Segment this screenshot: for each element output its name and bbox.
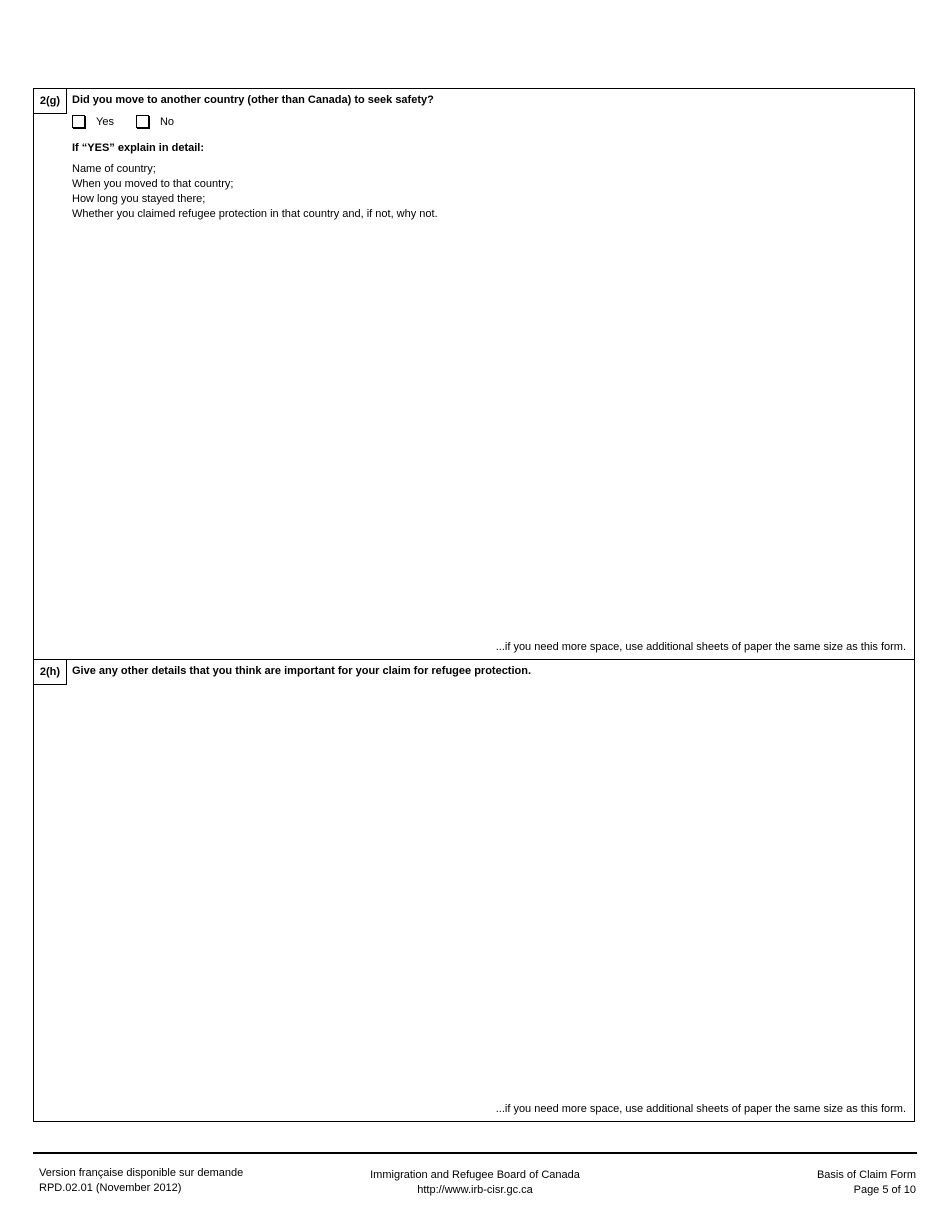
form-title: Basis of Claim Form [816, 1169, 916, 1181]
form-code: RPD.02.01 (November 2012) [39, 1182, 182, 1194]
french-version-note: Version française disponible sur demande [39, 1167, 244, 1179]
page-number: Page 5 of 10 [853, 1184, 916, 1196]
question-2h: Give any other details that you think are important for your claim for refugee protection. [72, 665, 532, 677]
yes-no-choices [72, 115, 196, 128]
footer-divider [33, 1152, 917, 1154]
detail-item: Name of country; [72, 163, 156, 175]
question-2g: Did you move to another country (other than Canada) to seek safety? [72, 94, 434, 106]
yes-checkbox[interactable] [72, 115, 85, 128]
detail-item: How long you stayed there; [72, 193, 206, 205]
more-space-note: ...if you need more space, use additional sheets of paper the same size as this form. [495, 641, 906, 653]
section-2h [33, 659, 915, 1122]
board-name: Immigration and Refugee Board of Canada [370, 1169, 580, 1181]
explain-heading: If “YES” explain in detail: [72, 142, 205, 154]
no-option [136, 115, 174, 128]
detail-item: When you moved to that country; [72, 178, 234, 190]
answer-area-2h[interactable] [72, 688, 906, 1096]
section-number: 2(g) [34, 89, 67, 114]
answer-area-2g[interactable] [72, 229, 906, 634]
section-2g [33, 88, 915, 660]
yes-label: Yes [96, 115, 114, 128]
footer-right [817, 1168, 916, 1198]
no-label: No [159, 115, 175, 128]
no-checkbox[interactable] [136, 115, 149, 128]
board-url: http://www.irb-cisr.gc.ca [417, 1184, 533, 1196]
section-number: 2(h) [34, 660, 67, 685]
more-space-note: ...if you need more space, use additional sheets of paper the same size as this form. [495, 1103, 906, 1115]
yes-option [72, 115, 114, 128]
detail-list [72, 162, 438, 222]
footer-center [0, 1168, 950, 1198]
detail-item: Whether you claimed refugee protection in that country and, if not, why not. [72, 208, 438, 220]
